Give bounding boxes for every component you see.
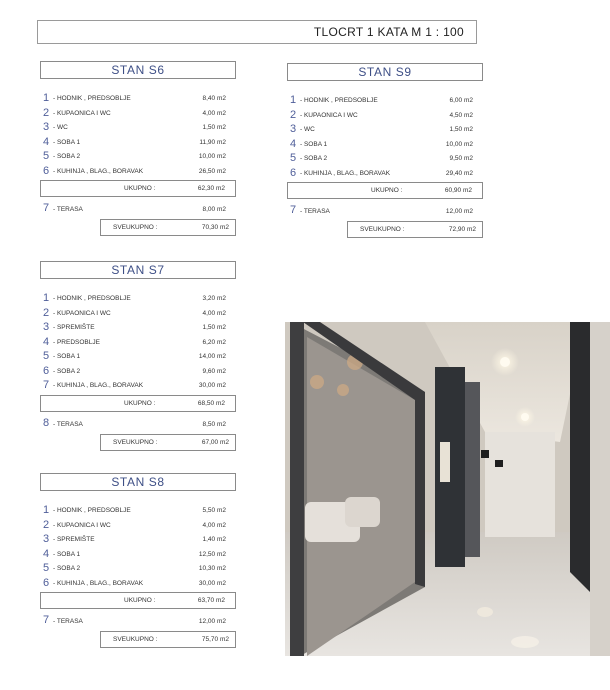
room-number: 5 bbox=[43, 562, 50, 574]
room-row bbox=[40, 164, 236, 179]
room-name: - HODNIK , PREDSOBLJE bbox=[53, 507, 131, 514]
total-row bbox=[40, 592, 236, 609]
room-row bbox=[40, 320, 236, 335]
terrace-row bbox=[40, 613, 236, 629]
room-area: 6,20 m2 bbox=[202, 338, 226, 346]
room-number: 2 bbox=[43, 518, 50, 531]
terrace-area: 8,00 m2 bbox=[202, 206, 226, 213]
room-name: - KUPAONICA I WC bbox=[53, 309, 111, 317]
room-list bbox=[40, 291, 236, 393]
page-title: TLOCRT 1 KATA M 1 : 100 bbox=[313, 25, 464, 39]
room-row bbox=[287, 166, 483, 181]
room-name: - SOBA 1 bbox=[53, 353, 81, 360]
room-row bbox=[40, 364, 236, 379]
room-name: - HODNIK , PREDSOBLJE bbox=[53, 95, 131, 102]
apartment-heading: STAN S9 bbox=[287, 63, 483, 81]
room-name: - SOBA 2 bbox=[300, 155, 328, 162]
room-area: 4,50 m2 bbox=[449, 111, 473, 119]
room-area: 10,30 m2 bbox=[198, 565, 226, 572]
terrace-name: - TERASA bbox=[53, 618, 83, 625]
total-value: 68,50 m2 bbox=[197, 399, 225, 407]
terrace-row bbox=[40, 201, 236, 217]
terrace-number: 7 bbox=[43, 614, 50, 626]
room-area: 29,40 m2 bbox=[445, 169, 473, 177]
title-box bbox=[37, 20, 477, 44]
grand-total-row bbox=[100, 434, 236, 451]
room-name: - SPREMIŠTE bbox=[53, 536, 95, 543]
room-area: 9,50 m2 bbox=[449, 155, 473, 162]
room-number: 5 bbox=[290, 152, 297, 164]
room-row bbox=[40, 349, 236, 364]
terrace-area: 8,50 m2 bbox=[202, 420, 226, 428]
room-row bbox=[40, 378, 236, 393]
room-area: 26,50 m2 bbox=[198, 167, 226, 175]
room-list bbox=[40, 91, 236, 178]
grand-total-label: SVEUKUPNO : bbox=[113, 636, 158, 643]
room-name: - SOBA 2 bbox=[53, 565, 81, 572]
room-number: 1 bbox=[43, 504, 50, 516]
room-row bbox=[40, 532, 236, 547]
grand-total-label: SVEUKUPNO : bbox=[113, 224, 158, 231]
room-name: - KUHINJA , BLAG., BORAVAK bbox=[300, 169, 391, 177]
total-label: UKUPNO : bbox=[124, 399, 156, 407]
room-name: - KUPAONICA I WC bbox=[53, 521, 111, 529]
room-number: 6 bbox=[43, 364, 50, 377]
room-name: - WC bbox=[300, 126, 315, 133]
room-row bbox=[287, 108, 483, 123]
room-area: 10,00 m2 bbox=[445, 140, 473, 148]
apartment-s8-table bbox=[40, 473, 236, 648]
room-number: 6 bbox=[43, 164, 50, 177]
room-area: 8,40 m2 bbox=[202, 95, 226, 102]
apartment-heading: STAN S6 bbox=[40, 61, 236, 79]
grand-total-value: 75,70 m2 bbox=[201, 636, 229, 643]
room-row bbox=[40, 120, 236, 135]
room-row bbox=[40, 335, 236, 350]
room-area: 30,00 m2 bbox=[198, 382, 226, 389]
room-name: - SOBA 1 bbox=[53, 138, 81, 146]
apartment-s6-table bbox=[40, 61, 236, 236]
room-number: 2 bbox=[43, 106, 50, 119]
terrace-name: - TERASA bbox=[300, 208, 330, 215]
room-area: 1,50 m2 bbox=[202, 124, 226, 131]
terrace-number: 8 bbox=[43, 416, 50, 429]
room-number: 4 bbox=[290, 137, 297, 150]
apartment-s9-table bbox=[287, 63, 483, 238]
room-number: 1 bbox=[43, 292, 50, 304]
total-label: UKUPNO : bbox=[371, 187, 403, 194]
room-name: - SOBA 1 bbox=[53, 550, 81, 558]
total-value: 62,30 m2 bbox=[197, 185, 225, 192]
room-number: 1 bbox=[43, 92, 50, 104]
grand-total-value: 72,90 m2 bbox=[448, 226, 476, 233]
total-label: UKUPNO : bbox=[124, 185, 156, 192]
room-row bbox=[40, 518, 236, 533]
room-area: 14,00 m2 bbox=[198, 353, 226, 360]
room-row bbox=[287, 151, 483, 166]
room-area: 1,50 m2 bbox=[202, 324, 226, 331]
grand-total-value: 67,00 m2 bbox=[201, 438, 229, 446]
room-area: 3,20 m2 bbox=[202, 295, 226, 302]
room-name: - HODNIK , PREDSOBLJE bbox=[300, 97, 378, 104]
grand-total-row bbox=[100, 631, 236, 648]
apartment-heading: STAN S7 bbox=[40, 261, 236, 279]
terrace-area: 12,00 m2 bbox=[198, 618, 226, 625]
room-number: 4 bbox=[43, 135, 50, 148]
apartment-s7-table bbox=[40, 261, 236, 451]
room-row bbox=[40, 547, 236, 562]
room-name: - SOBA 1 bbox=[300, 140, 328, 148]
terrace-area: 12,00 m2 bbox=[445, 208, 473, 215]
room-area: 1,50 m2 bbox=[449, 126, 473, 133]
interior-photo bbox=[285, 322, 610, 656]
room-name: - PREDSOBLJE bbox=[53, 338, 100, 346]
room-number: 3 bbox=[43, 321, 50, 333]
room-area: 6,00 m2 bbox=[449, 97, 473, 104]
room-row bbox=[40, 106, 236, 121]
room-number: 6 bbox=[43, 576, 50, 589]
room-number: 2 bbox=[290, 108, 297, 121]
grand-total-label: SVEUKUPNO : bbox=[360, 226, 405, 233]
total-label: UKUPNO : bbox=[124, 597, 156, 604]
terrace-name: - TERASA bbox=[53, 420, 83, 428]
room-row bbox=[40, 561, 236, 576]
room-number: 1 bbox=[290, 94, 297, 106]
room-name: - KUPAONICA I WC bbox=[300, 111, 358, 119]
room-area: 4,00 m2 bbox=[202, 309, 226, 317]
room-name: - KUHINJA , BLAG., BORAVAK bbox=[53, 167, 144, 175]
room-number: 6 bbox=[290, 166, 297, 179]
room-area: 11,90 m2 bbox=[199, 138, 226, 146]
total-value: 60,90 m2 bbox=[444, 187, 472, 194]
room-row bbox=[287, 137, 483, 152]
room-name: - HODNIK , PREDSOBLJE bbox=[53, 295, 131, 302]
total-row bbox=[40, 180, 236, 197]
room-list bbox=[40, 503, 236, 590]
grand-total-row bbox=[100, 219, 236, 236]
room-name: - SPREMIŠTE bbox=[53, 324, 95, 331]
room-name: - WC bbox=[53, 124, 68, 131]
apartment-heading: STAN S8 bbox=[40, 473, 236, 491]
terrace-number: 7 bbox=[43, 202, 50, 214]
room-name: - SOBA 2 bbox=[53, 153, 81, 160]
room-row bbox=[40, 306, 236, 321]
total-row bbox=[287, 182, 483, 199]
room-row bbox=[287, 122, 483, 137]
room-number: 5 bbox=[43, 150, 50, 162]
room-row bbox=[40, 291, 236, 306]
room-area: 4,00 m2 bbox=[202, 109, 226, 117]
room-row bbox=[40, 135, 236, 150]
room-number: 4 bbox=[43, 547, 50, 560]
total-row bbox=[40, 395, 236, 412]
room-area: 4,00 m2 bbox=[202, 521, 226, 529]
terrace-name: - TERASA bbox=[53, 206, 83, 213]
terrace-number: 7 bbox=[290, 204, 297, 216]
grand-total-row bbox=[347, 221, 483, 238]
room-number: 7 bbox=[43, 379, 50, 391]
room-number: 3 bbox=[43, 121, 50, 133]
room-number: 5 bbox=[43, 350, 50, 362]
room-area: 10,00 m2 bbox=[198, 153, 226, 160]
room-row bbox=[40, 503, 236, 518]
room-list bbox=[287, 93, 483, 180]
room-name: - KUPAONICA I WC bbox=[53, 109, 111, 117]
room-area: 5,50 m2 bbox=[202, 507, 226, 514]
room-row bbox=[40, 576, 236, 591]
room-number: 3 bbox=[290, 123, 297, 135]
room-row bbox=[40, 91, 236, 106]
terrace-row bbox=[40, 416, 236, 432]
room-row bbox=[40, 149, 236, 164]
room-number: 3 bbox=[43, 533, 50, 545]
hallway-illustration bbox=[285, 322, 610, 656]
room-name: - KUHINJA , BLAG., BORAVAK bbox=[53, 382, 144, 389]
room-area: 12,50 m2 bbox=[198, 550, 226, 558]
room-number: 4 bbox=[43, 335, 50, 348]
grand-total-label: SVEUKUPNO : bbox=[113, 438, 158, 446]
room-number: 2 bbox=[43, 306, 50, 319]
room-name: - KUHINJA , BLAG., BORAVAK bbox=[53, 579, 144, 587]
terrace-row bbox=[287, 203, 483, 219]
total-value: 63,70 m2 bbox=[197, 597, 225, 604]
room-row bbox=[287, 93, 483, 108]
room-area: 30,00 m2 bbox=[198, 579, 226, 587]
room-area: 9,60 m2 bbox=[202, 367, 226, 375]
room-name: - SOBA 2 bbox=[53, 367, 81, 375]
room-area: 1,40 m2 bbox=[202, 536, 226, 543]
grand-total-value: 70,30 m2 bbox=[201, 224, 229, 231]
